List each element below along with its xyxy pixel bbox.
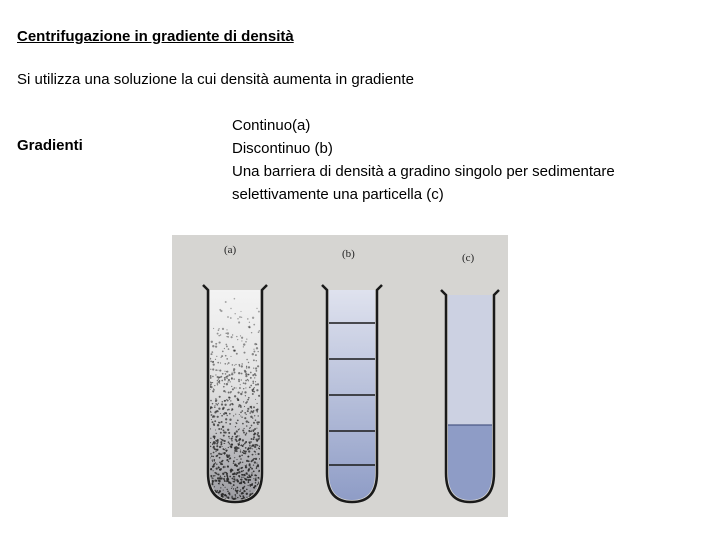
tubes-figure <box>172 235 508 517</box>
tube-label-b: (b) <box>342 248 355 260</box>
gradient-item-barrier-line1: Una barriera di densità a gradino singolo per sedimentare <box>232 163 615 180</box>
gradient-item-continuous: Continuo(a) <box>232 117 311 134</box>
tube-a <box>203 285 267 502</box>
gradients-list <box>232 114 615 206</box>
intro-text: Si utilizza una soluzione la cui densità aumenta in gradiente <box>17 71 414 88</box>
tube-label-a: (a) <box>224 244 237 256</box>
gradient-item-discontinuous: Discontinuo (b) <box>232 140 333 157</box>
tube-b <box>322 285 382 502</box>
tube-c <box>441 290 499 505</box>
tube-label-c: (c) <box>462 252 475 264</box>
gradient-item-barrier-line2: selettivamente una particella (c) <box>232 186 444 203</box>
tubes-illustration <box>172 235 508 517</box>
gradients-label: Gradienti <box>17 137 83 154</box>
slide-title: Centrifugazione in gradiente di densità <box>17 28 294 45</box>
